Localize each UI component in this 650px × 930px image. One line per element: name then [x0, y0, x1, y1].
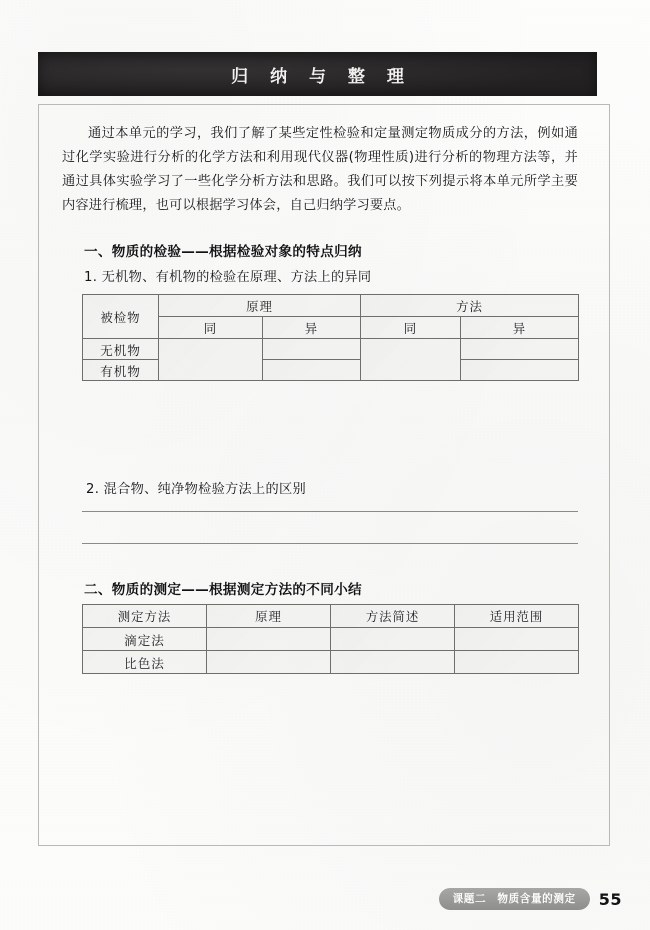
cell-method-same[interactable]	[361, 339, 461, 381]
header-cell-subject: 被检物	[83, 295, 159, 339]
header-cell-scope: 适用范围	[455, 605, 579, 628]
row-label-organic: 有机物	[83, 360, 159, 381]
header-cell-method-same: 同	[361, 317, 461, 339]
page-footer	[439, 888, 622, 910]
header-cell-description: 方法简述	[331, 605, 455, 628]
cell-method-diff-organic[interactable]	[461, 360, 579, 381]
footer-chapter-label: 课题二 物质含量的测定	[439, 888, 590, 910]
cell-colorimetry-description[interactable]	[331, 651, 455, 674]
cell-colorimetry-scope[interactable]	[455, 651, 579, 674]
cell-colorimetry-principle[interactable]	[207, 651, 331, 674]
section-banner	[38, 52, 597, 96]
banner-title: 归 纳 与 整 理	[231, 66, 412, 87]
table-row	[83, 605, 579, 628]
header-cell-principle-group: 原理	[159, 295, 361, 317]
header-cell-method-group: 方法	[361, 295, 579, 317]
header-cell-method: 测定方法	[83, 605, 207, 628]
measurement-methods-table	[82, 604, 579, 674]
header-cell-method-diff: 异	[461, 317, 579, 339]
cell-method-diff-inorganic[interactable]	[461, 339, 579, 360]
footer-page-number: 55	[598, 889, 622, 909]
answer-line-2[interactable]	[82, 543, 578, 544]
cell-principle-same[interactable]	[159, 339, 263, 381]
row-label-titration: 滴定法	[83, 628, 207, 651]
inspection-comparison-table	[82, 294, 579, 381]
row-label-colorimetry: 比色法	[83, 651, 207, 674]
header-cell-principle-diff: 异	[263, 317, 361, 339]
section-2-heading: 二、物质的测定——根据测定方法的不同小结	[84, 582, 362, 598]
section-1-heading: 一、物质的检验——根据检验对象的特点归纳	[84, 244, 362, 260]
cell-titration-description[interactable]	[331, 628, 455, 651]
table-row	[83, 295, 579, 317]
cell-principle-diff-inorganic[interactable]	[263, 339, 361, 360]
header-cell-principle: 原理	[207, 605, 331, 628]
row-label-inorganic: 无机物	[83, 339, 159, 360]
cell-titration-scope[interactable]	[455, 628, 579, 651]
cell-principle-diff-organic[interactable]	[263, 360, 361, 381]
section-1-item-1: 1. 无机物、有机物的检验在原理、方法上的异同	[84, 270, 372, 285]
cell-titration-principle[interactable]	[207, 628, 331, 651]
section-1-item-2: 2. 混合物、纯净物检验方法上的区别	[86, 482, 306, 497]
header-cell-principle-same: 同	[159, 317, 263, 339]
intro-paragraph: 通过本单元的学习，我们了解了某些定性检验和定量测定物质成分的方法，例如通过化学实验进行分析的化学方法和利用现代仪器(物理性质)进行分析的物理方法等，并通过具体实验学习了一些化学分析方法和思路。我们可以按下列提示将本单元所学主要内容进行梳理，也可以根据学习体会，自己归纳学习要点。	[62, 126, 578, 213]
answer-line-1[interactable]	[82, 511, 578, 512]
